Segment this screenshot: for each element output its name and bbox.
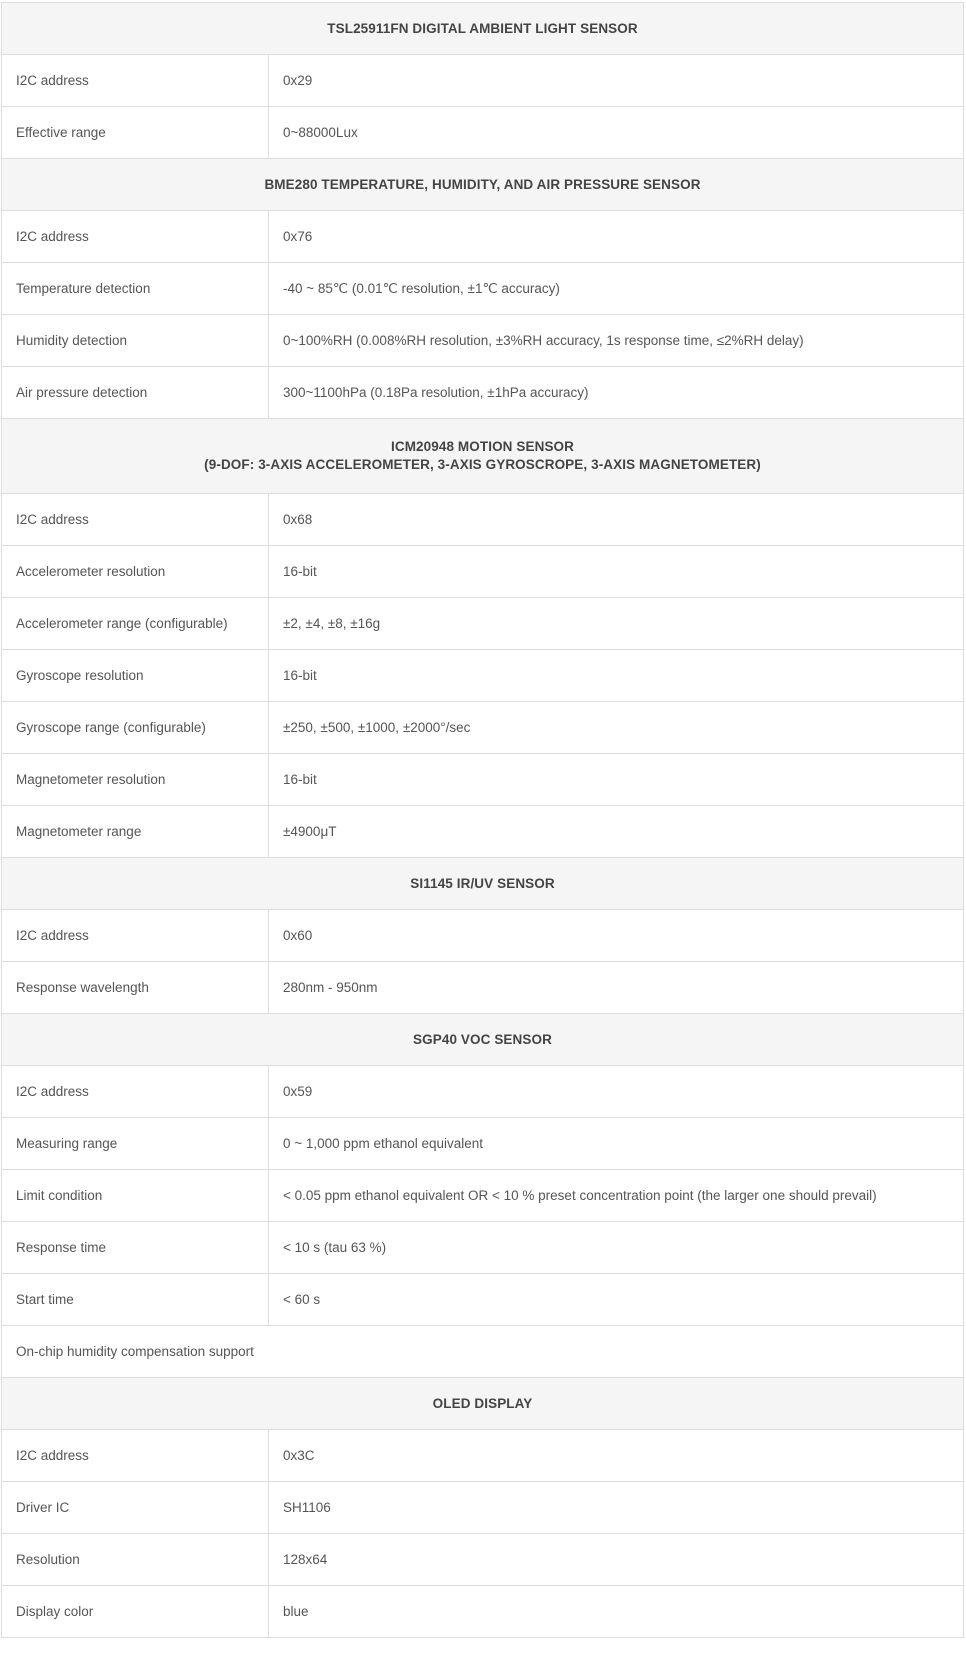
table-row [2,806,964,858]
table-row [2,1586,964,1638]
table-row [2,650,964,702]
spec-value: ±4900μT [269,806,964,858]
spec-value: 0~88000Lux [269,107,964,159]
spec-value: 16-bit [269,650,964,702]
table-row [2,367,964,419]
spec-value: 0x3C [269,1430,964,1482]
spec-value: 16-bit [269,754,964,806]
spec-value: < 10 s (tau 63 %) [269,1222,964,1274]
spec-value: 300~1100hPa (0.18Pa resolution, ±1hPa accuracy) [269,367,964,419]
section-subtitle: (9-DOF: 3-AXIS ACCELEROMETER, 3-AXIS GYROSCROPE, 3-AXIS MAGNETOMETER) [204,457,761,472]
spec-label: Gyroscope range (configurable) [2,702,269,754]
spec-label: Accelerometer resolution [2,546,269,598]
section-title: SI1145 IR/UV SENSOR [2,858,964,910]
spec-label: I2C address [2,910,269,962]
spec-value: < 0.05 ppm ethanol equivalent OR < 10 % preset concentration point (the larger one should prevail) [269,1170,964,1222]
table-row [2,315,964,367]
table-row [2,1482,964,1534]
section-title: SGP40 VOC SENSOR [2,1014,964,1066]
spec-value: 0x59 [269,1066,964,1118]
table-row [2,1118,964,1170]
spec-label: Resolution [2,1534,269,1586]
spec-label: Start time [2,1274,269,1326]
table-row [2,107,964,159]
spec-label: Magnetometer resolution [2,754,269,806]
spec-label: Gyroscope resolution [2,650,269,702]
table-row [2,263,964,315]
spec-label: Effective range [2,107,269,159]
spec-value: < 60 s [269,1274,964,1326]
spec-value: ±250, ±500, ±1000, ±2000°/sec [269,702,964,754]
spec-label: Humidity detection [2,315,269,367]
spec-label: Magnetometer range [2,806,269,858]
section-title: BME280 TEMPERATURE, HUMIDITY, AND AIR PRESSURE SENSOR [2,159,964,211]
table-row [2,1170,964,1222]
spec-value: 280nm - 950nm [269,962,964,1014]
table-row [2,1066,964,1118]
spec-value: ±2, ±4, ±8, ±16g [269,598,964,650]
spec-value: blue [269,1586,964,1638]
spec-value: 16-bit [269,546,964,598]
section-header-sgp40 [2,1014,964,1066]
section-title-cell [2,419,964,494]
section-header-bme280 [2,159,964,211]
table-row [2,1326,964,1378]
spec-value: 0x29 [269,55,964,107]
spec-value: 128x64 [269,1534,964,1586]
spec-label: Limit condition [2,1170,269,1222]
spec-value: SH1106 [269,1482,964,1534]
table-row [2,211,964,263]
spec-label: Driver IC [2,1482,269,1534]
spec-label: I2C address [2,211,269,263]
table-row [2,1274,964,1326]
section-title: ICM20948 MOTION SENSOR [391,439,574,454]
spec-value: 0~100%RH (0.008%RH resolution, ±3%RH accuracy, 1s response time, ≤2%RH delay) [269,315,964,367]
section-header-tsl25911fn [2,3,964,55]
spec-label: Measuring range [2,1118,269,1170]
spec-value: 0x60 [269,910,964,962]
table-row [2,598,964,650]
spec-label: I2C address [2,1430,269,1482]
spec-label: On-chip humidity compensation support [2,1326,964,1378]
spec-value: 0x68 [269,494,964,546]
spec-label: Display color [2,1586,269,1638]
spec-label: Accelerometer range (configurable) [2,598,269,650]
table-row [2,702,964,754]
spec-table [1,2,964,1638]
table-row [2,754,964,806]
spec-value: 0 ~ 1,000 ppm ethanol equivalent [269,1118,964,1170]
spec-label: Air pressure detection [2,367,269,419]
table-row [2,910,964,962]
spec-label: I2C address [2,1066,269,1118]
table-row [2,1222,964,1274]
table-row [2,1534,964,1586]
spec-label: I2C address [2,494,269,546]
table-row [2,1430,964,1482]
spec-value: -40 ~ 85℃ (0.01℃ resolution, ±1℃ accuracy) [269,263,964,315]
section-header-oled [2,1378,964,1430]
spec-label: I2C address [2,55,269,107]
spec-label: Response wavelength [2,962,269,1014]
table-row [2,494,964,546]
section-title: TSL25911FN DIGITAL AMBIENT LIGHT SENSOR [2,3,964,55]
table-row [2,546,964,598]
section-header-icm20948 [2,419,964,494]
table-row [2,55,964,107]
spec-value: 0x76 [269,211,964,263]
section-header-si1145 [2,858,964,910]
spec-label: Response time [2,1222,269,1274]
section-title: OLED DISPLAY [2,1378,964,1430]
spec-label: Temperature detection [2,263,269,315]
table-row [2,962,964,1014]
